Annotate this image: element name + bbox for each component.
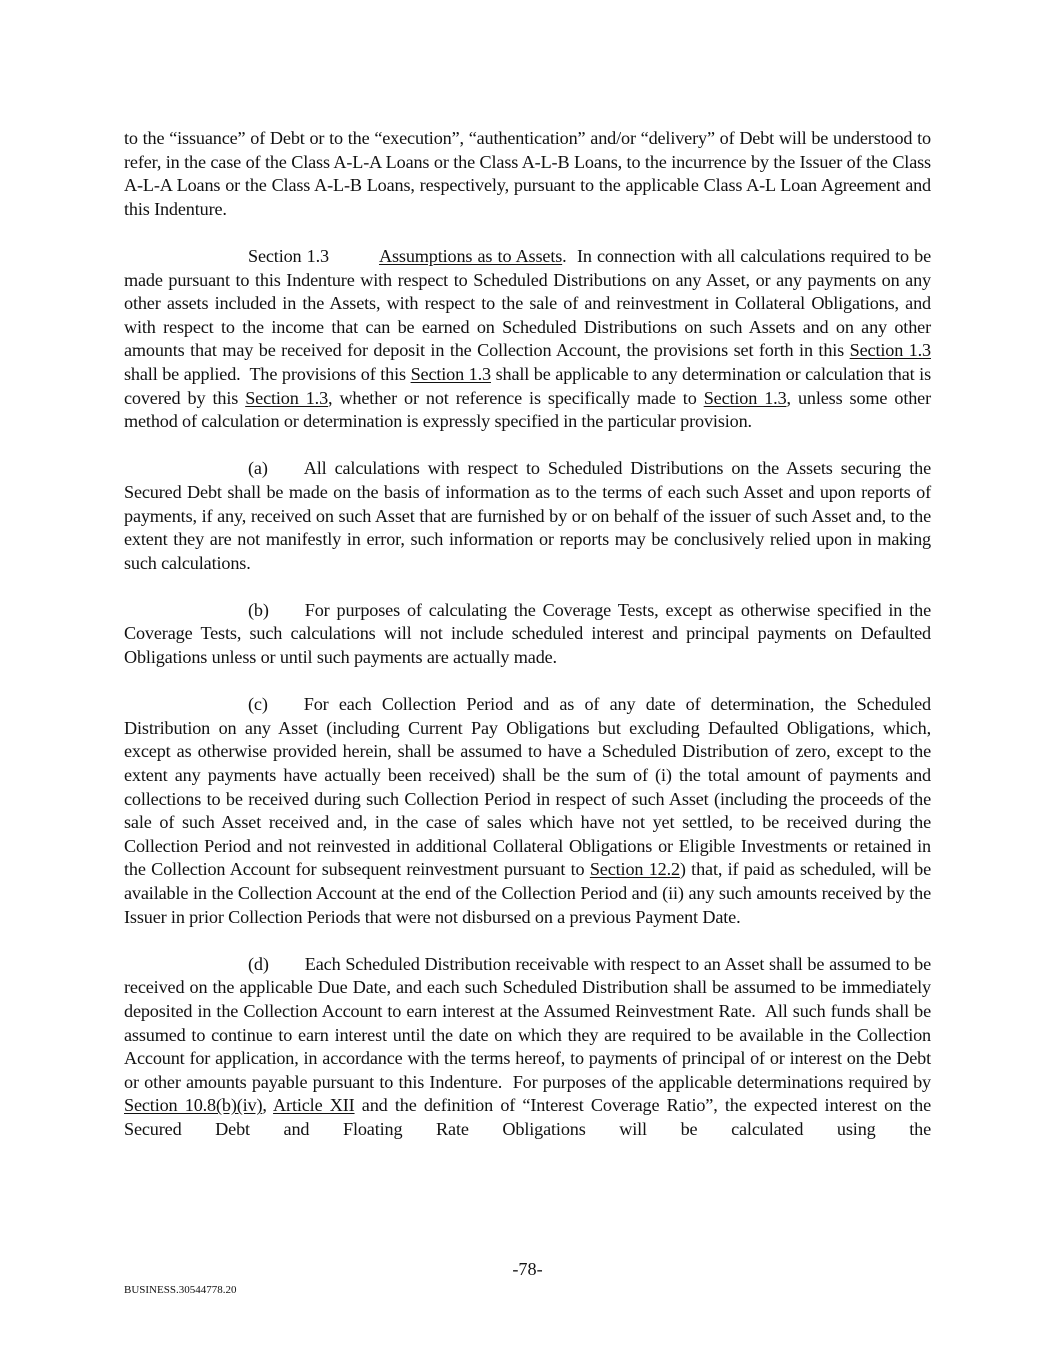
section-text: , whether or not reference is specifically made to [328,387,704,408]
section-text: In connection with all calculations required to be made pursuant to this Indenture with respect to Scheduled Distributions on any Asset, or any payments on any other assets included in the Assets, with respect to the sale of and reinvestment in Collateral Obligations, and with respect to the income that can be earned on Scheduled Distributions on such Assets and on any other amounts that may be received for deposit in the Collection Account, the provisions set forth in this [124,245,936,361]
section-ref-link[interactable]: Section 12.2 [589,859,680,880]
section-ref-link[interactable]: Section 1.3 [245,387,329,408]
clause-text: , [262,1095,274,1116]
section-1-3-paragraph [124,245,936,434]
clause-d [124,953,936,1142]
clause-text: For purposes of calculating the Coverage Tests, except as otherwise specified in the Coverage Tests, such calculations will not include scheduled interest and principal payments on Defaulted Obligations unless or until such payments are actually made. [124,599,931,668]
clause-c [124,693,931,929]
clause-text: and the definition of “Interest Coverage Ratio”, the expected interest on the Secured Debt and Floating Rate Obligations will be calculated using the [124,1095,932,1139]
page-number: -78- [512,1259,543,1279]
section-ref-link[interactable]: Section 1.3 [849,340,931,361]
section-ref-link[interactable]: Section 1.3 [410,363,491,384]
clause-b [124,599,931,670]
section-heading: Assumptions as to Assets [378,245,563,266]
clause-label: (a) [248,458,268,479]
clause-text: Each Scheduled Distribution receivable with respect to an Asset shall be assumed to be received on the applicable Due Date, and each such Scheduled Distribution shall be assumed to be immediately deposited in the Collection Account to earn interest at the Assumed Reinvestment Rate. All such funds shall be assumed to continue to earn interest until the date on which they are required to be available in the Collection Account for application, in accordance with the terms hereof, to payments of principal of or interest on the Debt or other amounts payable pursuant to this Indenture. For purposes of the applicable determinations required by [124,953,936,1092]
clause-text: For each Collection Period and as of any date of determination, the Scheduled Distribution on any Asset (including Current Pay Obligations but excluding Defaulted Obligations, which, except as otherwise provided herein, shall be assumed to have a Scheduled Distribution of zero, except to the extent any payments have actually been received) shall be the sum of (i) the total amount of payments and collections to be received during such Collection Period in respect of such Asset (including the proceeds of the sale of such Asset received and, in the case of sales which have not yet settled, to be received during the Collection Period and not reinvested in additional Collateral Obligations or Eligible Investments or retained in the Collection Account for subsequent reinvestment pursuant to [124,694,931,880]
clause-a [124,457,931,575]
document-page [124,127,936,1165]
clause-label: (d) [248,953,269,974]
section-text: shall be applicable to any determination or calculation that is covered by this [124,363,931,408]
section-ref-link[interactable]: Section 1.3 [703,387,787,408]
section-text: shall be applied. The provisions of this [124,340,936,384]
clause-text: ) that, if paid as scheduled, will be available in the Collection Account at the end of the Collection Period and (ii) any such amounts received by the Issuer in prior Collection Periods that were not disbursed on a previous Payment Date. [124,859,931,927]
section-ref-link[interactable]: Section 10.8(b)(iv) [124,1095,263,1116]
section-number: Section 1.3 [248,245,329,266]
section-text: , unless some other method of calculation or determination is expressly specified in the particular provision. [124,387,932,432]
continuation-paragraph: to the “issuance” of Debt or to the “execution”, “authentication” and/or “delivery” of Debt will be understood to refer, in the case of the Class A-L-A Loans or the Class A-L-B Loans, to the incurrence by the Issuer of the Class A-L-A Loans or the Class A-L-B Loans, respectively, pursuant to the applicable Class A-L Loan Agreement and this Indenture. [124,128,931,219]
section-heading-punct: . [562,245,567,266]
clause-label: (c) [248,694,268,715]
document-id: BUSINESS.30544778.20 [124,1284,237,1296]
clause-text: All calculations with respect to Scheduled Distributions on the Assets securing the Secured Debt shall be made on the basis of information as to the terms of each such Asset and upon reports of payments, if any, received on such Asset that are furnished by or on behalf of the issuer of such Asset and, to the extent they are not manifestly in error, such information or reports may be conclusively relied upon in making such calculations. [124,458,931,573]
article-ref-link[interactable]: Article XII [273,1095,355,1116]
clause-label: (b) [248,599,269,620]
